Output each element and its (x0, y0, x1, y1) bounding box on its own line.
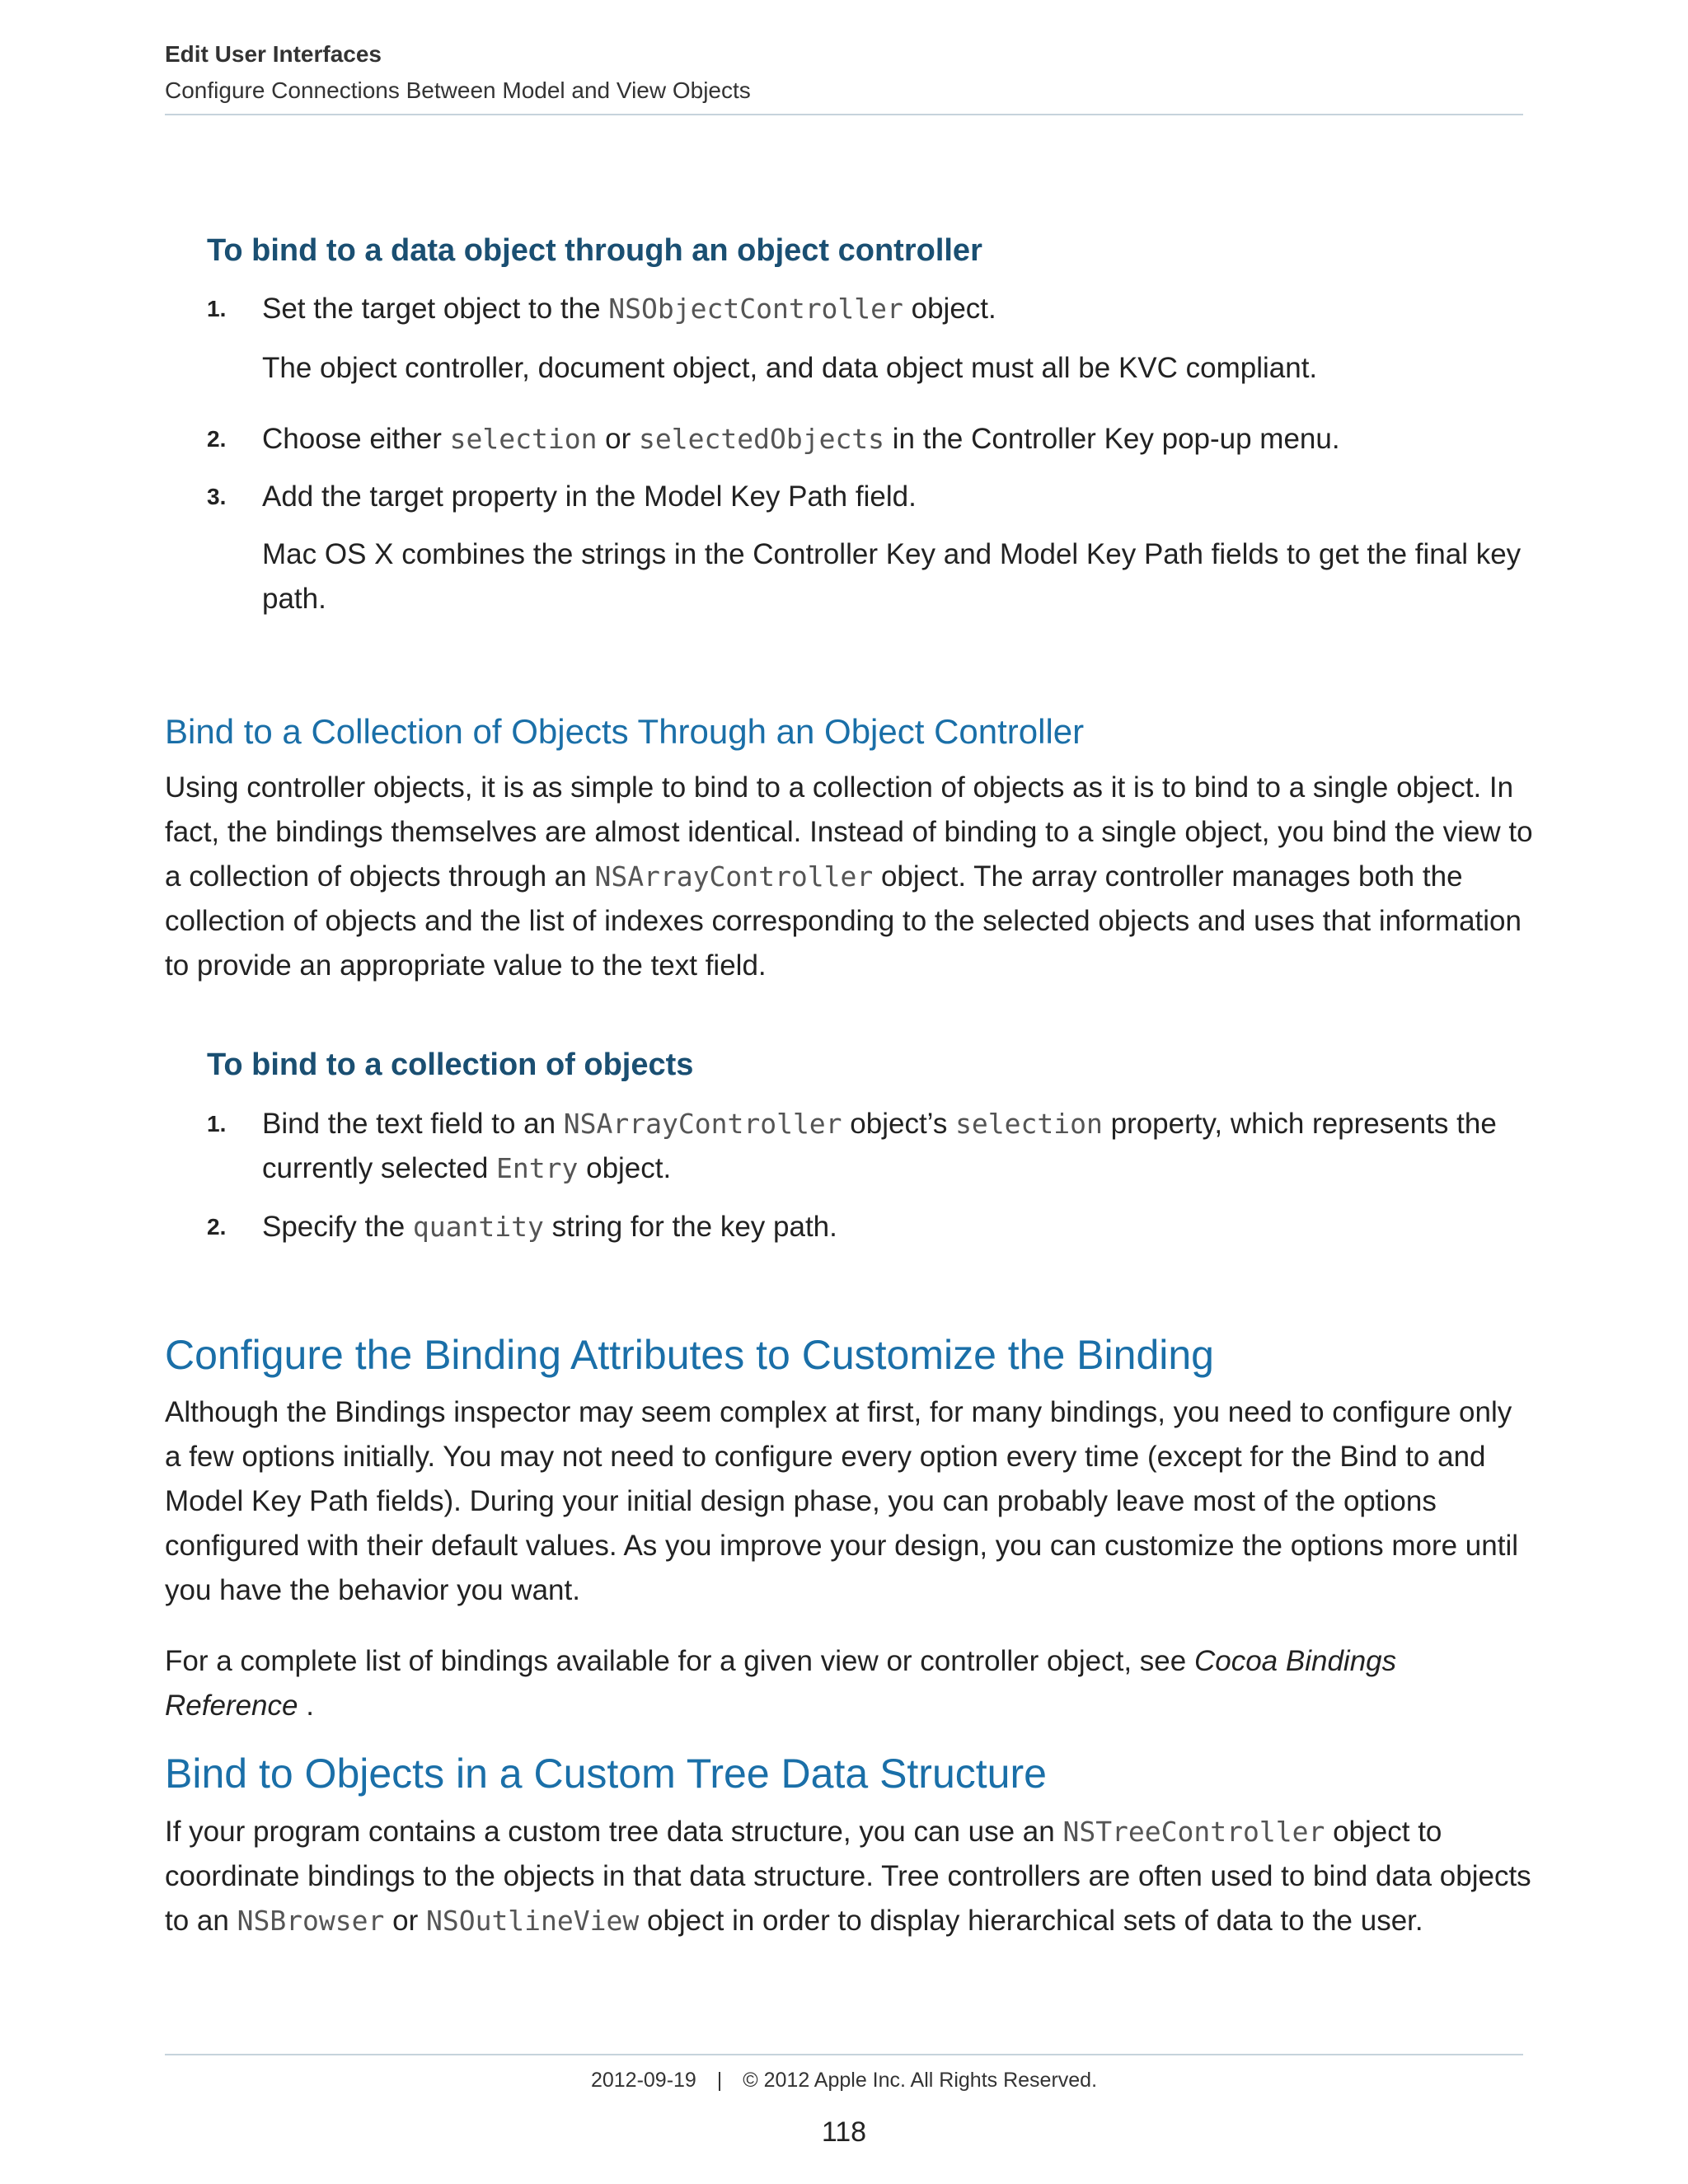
text-run: If your program contains a custom tree data structure, you can use an (165, 1816, 1063, 1848)
step-number: 2. (207, 1214, 227, 1240)
footer-divider (165, 2054, 1523, 2055)
code-selectedobjects: selectedObjects (639, 423, 885, 455)
code-selection: selection (449, 423, 598, 455)
section-heading-collection: Bind to a Collection of Objects Through an Object Controller (165, 712, 1085, 751)
text-run: Set the target object to the (262, 293, 609, 325)
step-2 (207, 417, 1523, 462)
paragraph-bindings-reference (165, 1639, 1533, 1728)
text-run: object. (578, 1152, 672, 1184)
text-run: object’s (842, 1108, 956, 1140)
step-1 (207, 1102, 1523, 1191)
step-text: Add the target property in the Model Key Path field. (262, 480, 917, 513)
text-run: For a complete list of bindings available for a given view or controller object, see (165, 1645, 1194, 1677)
text-run: string for the key path. (543, 1211, 837, 1243)
text-run: . (298, 1690, 314, 1722)
text-run: Specify the (262, 1211, 413, 1243)
step-3-note: Mac OS X combines the strings in the Controller Key and Model Key Path fields to get the final key path. (262, 538, 1522, 615)
code-nsarraycontroller: NSArrayController (563, 1108, 842, 1140)
code-nsoutlineview: NSOutlineView (425, 1905, 640, 1937)
paragraph-tree-data (165, 1810, 1533, 1943)
step-3 (207, 475, 1523, 519)
footer-separator: | (716, 2069, 723, 2092)
step-2 (207, 1205, 1523, 1249)
task-title-collection: To bind to a collection of objects (207, 1047, 694, 1082)
text-run: object to coordinate bindings to the objects in that data structure. Tree controllers are often used to bind data objects to an (165, 1816, 1531, 1937)
step-text (262, 1102, 1523, 1191)
code-entry: Entry (496, 1152, 579, 1184)
step-1-note: The object controller, document object, and data object must all be KVC compliant. (262, 352, 1318, 384)
page-footer (0, 2065, 1688, 2095)
text-run: Choose either (262, 423, 450, 455)
link-cocoa-bindings-reference[interactable]: Cocoa Bindings Reference (165, 1645, 1397, 1722)
footer-date: 2012-09-19 (590, 2069, 696, 2092)
step-text (262, 1205, 1523, 1249)
text-run: object. (903, 293, 996, 325)
footer-copyright: © 2012 Apple Inc. All Rights Reserved. (743, 2069, 1098, 2092)
step-number: 2. (207, 426, 227, 452)
section-heading-binding-attributes: Configure the Binding Attributes to Customize the Binding (165, 1332, 1214, 1378)
step-text (262, 417, 1523, 462)
page-header (165, 38, 1523, 107)
paragraph-collection (165, 766, 1533, 988)
text-run: or (384, 1905, 426, 1937)
code-quantity: quantity (412, 1211, 544, 1243)
code-nsarraycontroller: NSArrayController (594, 860, 874, 893)
header-subtitle: Configure Connections Between Model and View Objects (165, 77, 751, 103)
step-1 (207, 287, 1523, 331)
text-run: object in order to display hierarchical sets of data to the user. (639, 1905, 1423, 1937)
header-title: Edit User Interfaces (165, 41, 382, 67)
page-number: 118 (821, 2116, 867, 2148)
code-nsobjectcontroller: NSObjectController (608, 293, 903, 325)
header-divider (165, 114, 1523, 115)
text-run: in the Controller Key pop-up menu. (884, 423, 1340, 455)
step-number: 3. (207, 484, 227, 509)
code-selection: selection (955, 1108, 1103, 1140)
section-heading-tree-data: Bind to Objects in a Custom Tree Data Structure (165, 1750, 1047, 1797)
text-run: object. The array controller manages both the collection of objects and the list of indexes corresponding to the selected objects and uses that information to provide an appropriate value to the text field. (165, 860, 1522, 982)
code-nsbrowser: NSBrowser (237, 1905, 385, 1937)
step-text (262, 287, 1523, 331)
step-number: 1. (207, 296, 227, 321)
text-run: or (597, 423, 640, 455)
step-number: 1. (207, 1111, 227, 1137)
paragraph-binding-attributes: Although the Bindings inspector may seem complex at first, for many bindings, you need to configure only a few options initially. You may not need to configure every option every time (except for the Bind to and Model Key Path fields). During your initial design phase, you can probably leave most of the options configured with their default values. As you improve your design, you can customize the options more until you have the behavior you want. (165, 1396, 1518, 1606)
code-nstreecontroller: NSTreeController (1062, 1816, 1325, 1848)
text-run: Using controller objects, it is as simple to bind to a collection of objects as it is to bind to a single object. In fact, the bindings themselves are almost identical. Instead of binding to a single object, you bind the view to a collection of objects through an (165, 771, 1533, 893)
text-run: property, which represents the currently selected (262, 1108, 1497, 1184)
task-title-object-controller: To bind to a data object through an object controller (207, 233, 982, 268)
text-run: Bind the text field to an (262, 1108, 564, 1140)
